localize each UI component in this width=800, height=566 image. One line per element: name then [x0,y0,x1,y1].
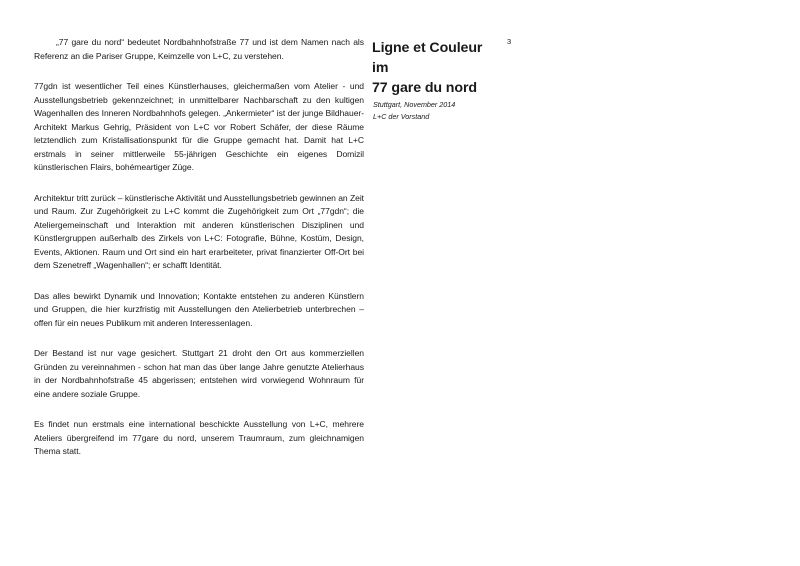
document-title-line-2: im [372,60,389,76]
title-column [372,38,522,122]
paragraph-stuttgart-21: Der Bestand ist nur vage gesichert. Stuttgart 21 droht den Ort aus kommerziellen Gründen zu vereinnahmen - schon hat man das über lange Jahre genutzte Atelierhaus in der Nordbahnhofstraße 45 abgerissen; entstehen wird vorwiegend Wohnraum für eine andere soziale Gruppe. [34,348,364,399]
paragraph-architecture: Architektur tritt zurück – künstlerische Aktivität und Ausstellungsbetrieb gewinnen an Zeit und Raum. Zur Zugehörigkeit zu L+C kommt die Zugehörigkeit zum Ort „77gdn“; die Ateliergemeinschaft und Interaktion mit anderen künstlerischen Disziplinen und Künstlergruppen außerhalb des Zirkels von L+C: Fotografie, Bühne, Kostüm, Design, Events, Aktionen. Raum und Ort sind ein hart erarbeiteter, privat finanzierter Off-Ort bei dem Szenetreff „Wagenhallen“; er schafft Identität. [34,192,364,270]
paragraph-exhibition: Es findet nun erstmals eine international beschickte Ausstellung von L+C, mehrere Ateliers übergreifend im 77gare du nord, unserem Traumraum, zum gleichnamigen Thema statt. [34,419,364,456]
page-number: 3 [507,37,512,46]
place-date: Stuttgart, November 2014 [373,100,456,109]
paragraph-dynamics: Das alles bewirkt Dynamik und Innovation; Kontakte entstehen zu anderen Künstlern und Gruppen, die hier kurzfristig mit Ausstellungen den Atelierbetrieb unterbrechen – offen für ein neues Publikum mit anderen Interessenlagen. [34,290,364,328]
signature: L+C der Vorstand [373,112,430,121]
paragraph-artist-house: 77gdn ist wesentlicher Teil eines Künstlerhauses, gleichermaßen vom Atelier - und Ausstellungsbetrieb gekennzeichnet; in unmittelbarer Nachbarschaft zu den kultigen Wagenhallen des Inneren Nordbahnhofs gelegen. „Ankermieter“ ist der junge Bildhauer-Architekt Markus Gehrig, Präsident von L+C vor Robert Schäfer, der diese Räume letztendlich zum Kristallisationspunkt für die Gruppe gemacht hat. Damit hat L+C erstmals in seiner mittlerweile 55-jährigen Geschichte ein eigenes Domizil künstlerischen Flairs, bohémeartiger Züge. [34,81,364,172]
document-title-line-1: Ligne et Couleur [372,40,483,56]
main-text-column [34,36,364,476]
paragraph-intro: „77 gare du nord“ bedeutet Nordbahnhofstraße 77 und ist dem Namen nach als Referenz an die Pariser Gruppe, Keimzelle von L+C, zu verstehen. [34,37,364,61]
document-title-line-3: 77 gare du nord [372,80,477,96]
